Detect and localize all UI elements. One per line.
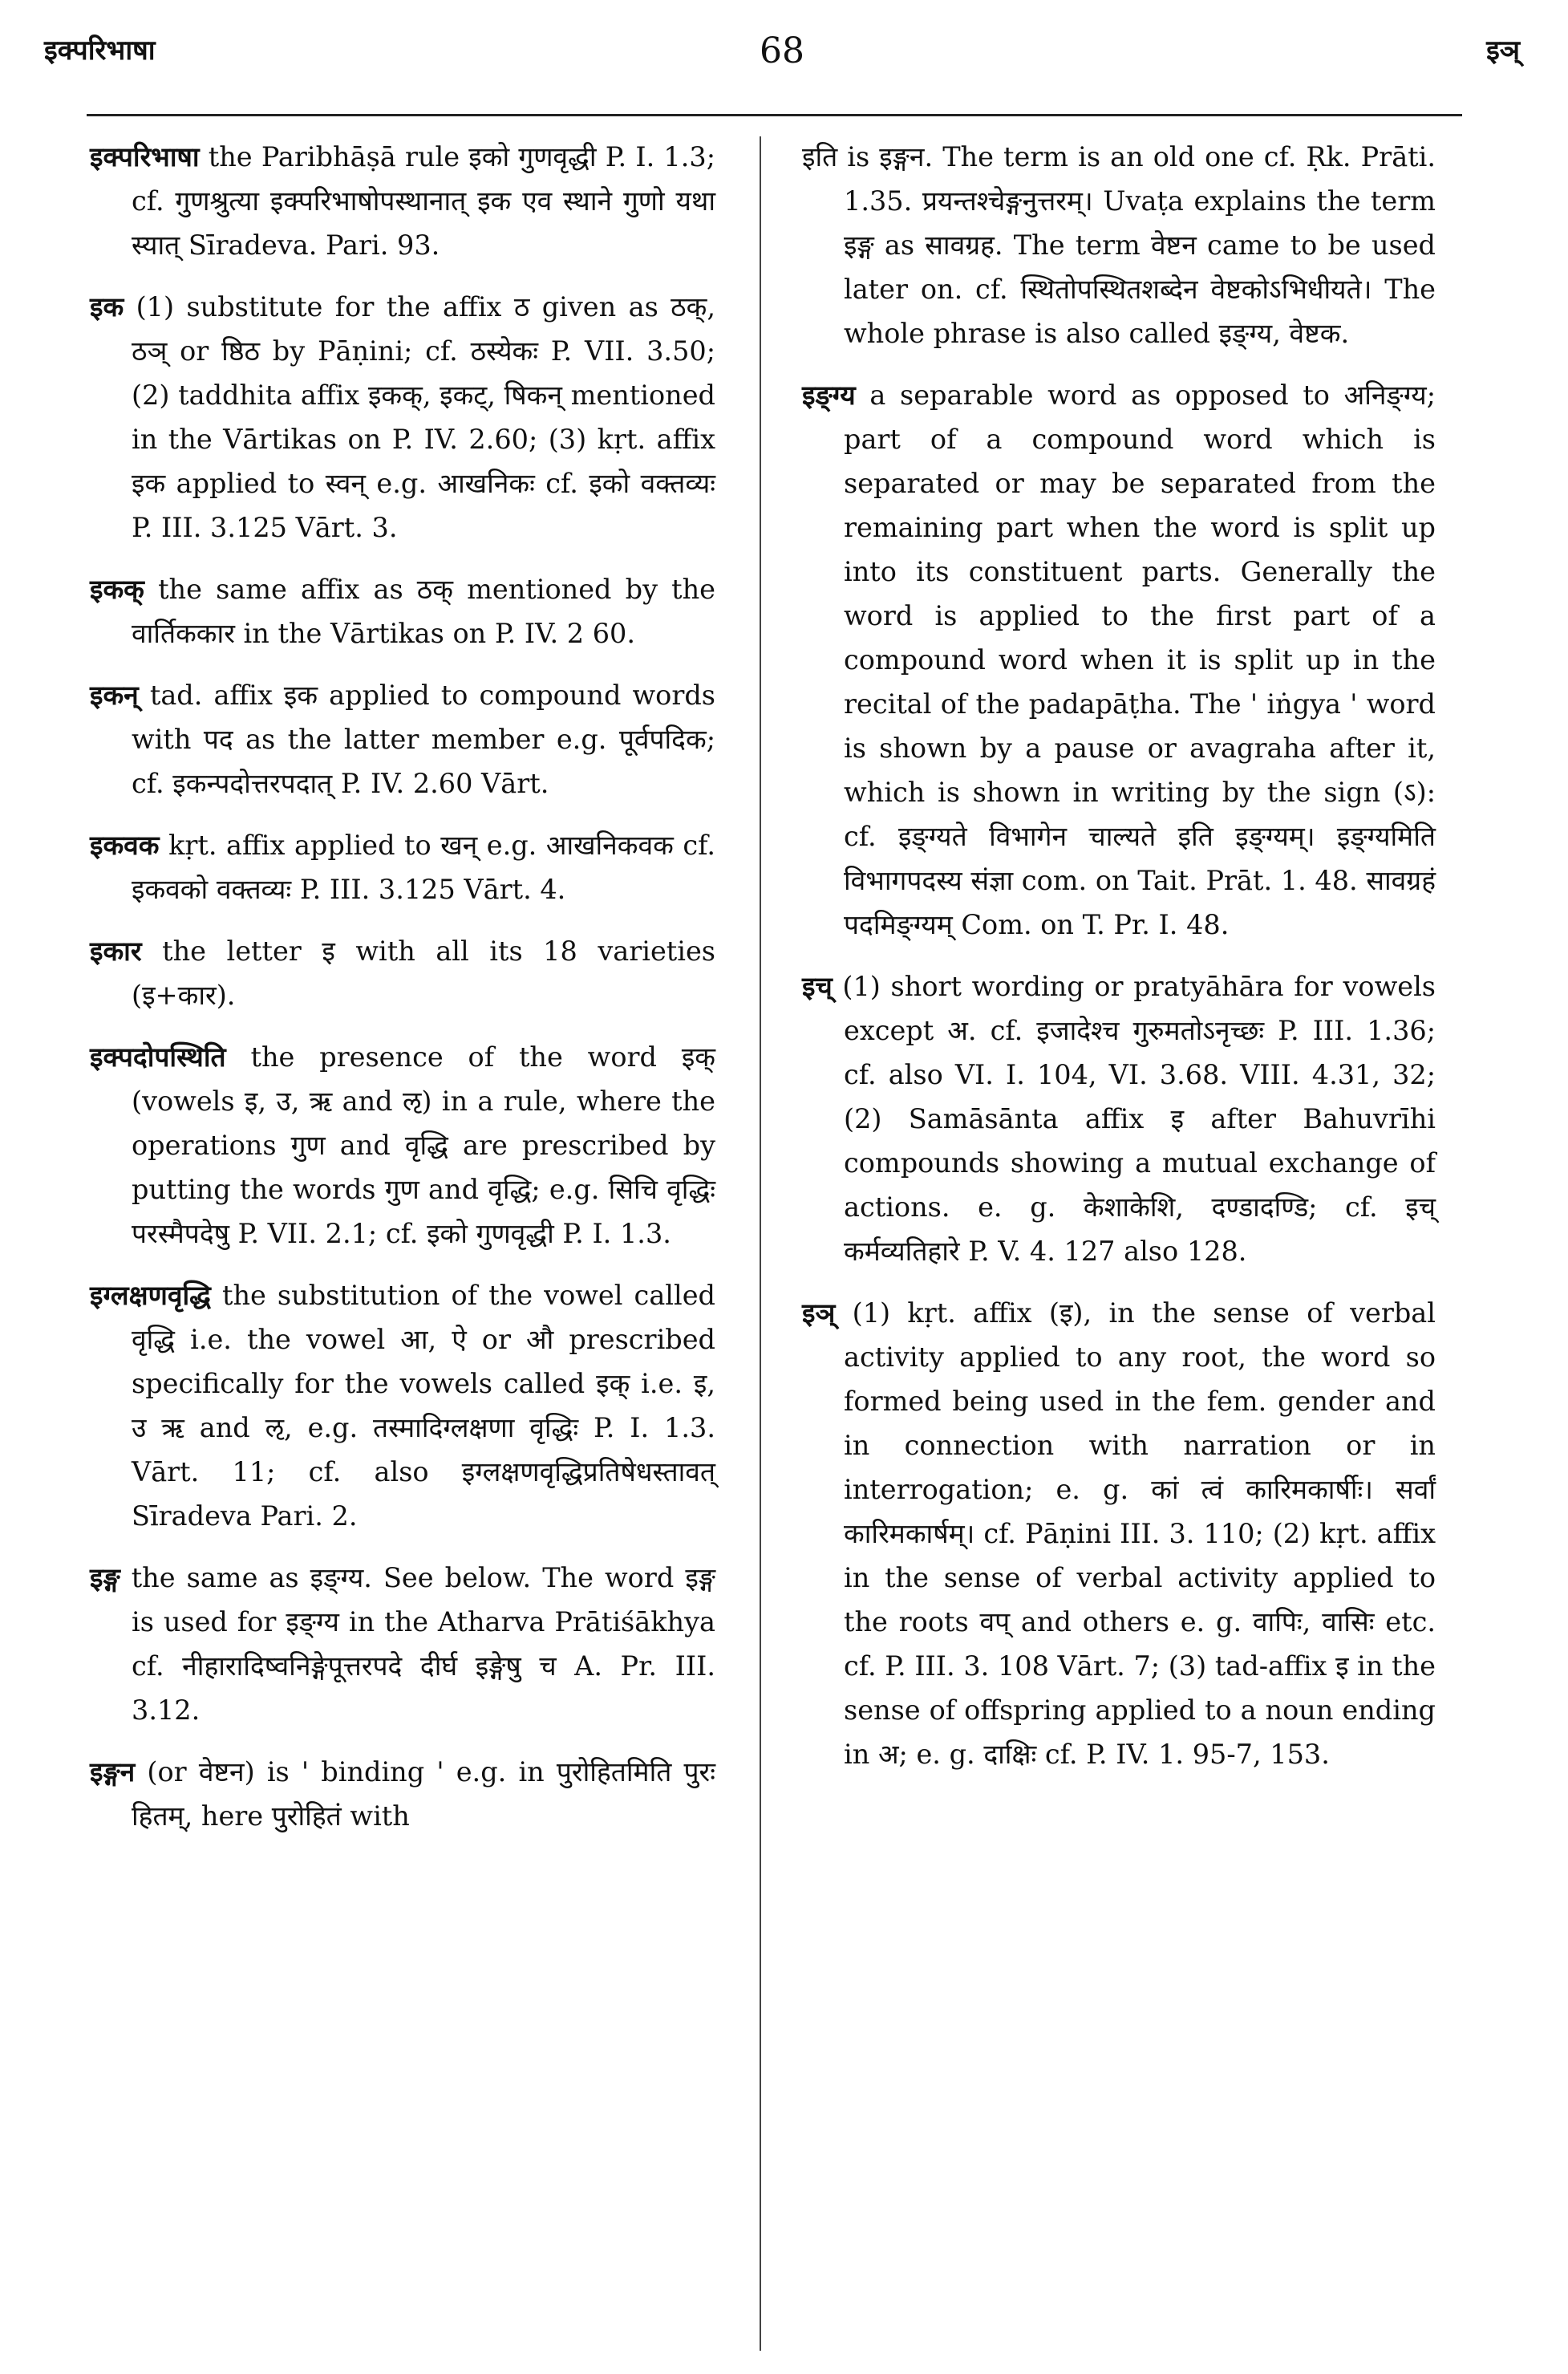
entry-headword: इग्लक्षणवृद्धि [90,1280,211,1311]
column-divider [760,136,761,2351]
entry-text: a separable word as opposed to अनिङ्ग्य; part of a compound word which is separated or may be separated from the remaining part when the word is split up into its constituent parts. Generally the word is applied to the first part of a compound word when it is split up in the recital of the padapāṭha. The ' iṅgya ' word is shown by a pause or avagraha after it, which is shown in writing by the sign (ऽ): cf. इङ्ग्यते विभागेन चाल्यते इति इङ्ग्यम्। इङ्ग्यमिति विभागपदस्य संज्ञा com. on Tait. Prāt. 1. 48. सावग्रहं पदमिङ्ग्यम् Com. on T. Pr. I. 48. [844,379,1436,940]
entry-headword: इकन् [90,680,139,711]
running-head-left: इक्परिभाषा [44,34,156,67]
entry-headword: इञ् [802,1297,836,1329]
dictionary-entry [90,567,715,655]
entry-text: (1) substitute for the affix ठ given as ठक्, ठञ् or ष्ठिठ by Pāṇini; cf. ठस्येकः P. VII. 3.50; (2) taddhita affix इकक्, इकट्, षिकन् mentioned in the Vārtikas on P. IV. 2.60; (3) kṛt. affix इक applied to स्वन् e.g. आखनिकः cf. इको वक्तव्यः P. III. 3.125 Vārt. 3. [132,291,716,543]
entry-headword: इङ्ग [90,1562,120,1593]
entry-headword: इक्पदोपस्थिति [90,1041,226,1073]
page-header [44,30,1520,79]
entry-text: the same affix as ठक् mentioned by the वार्तिककार in the Vārtikas on P. IV. 2 60. [132,574,716,649]
entry-text: (or वेष्टन) is ' binding ' e.g. in पुरोहितमिति पुरः हितम्, here पुरोहितं with [132,1756,715,1832]
right-column [802,135,1436,1794]
entry-text: the Paribhāṣā rule इको गुणवृद्धी P. I. 1.3; cf. गुणश्रुत्या इक्परिभाषोपस्थानात् इक एव स्थाने गुणो यथा स्यात् Sīradeva. Pari. 93. [132,141,715,261]
dictionary-entry [90,929,715,1017]
entry-text: the letter इ with all its 18 varieties (इ+कार). [132,935,715,1011]
dictionary-entry [90,823,715,911]
entry-text: इति is इङ्गन. The term is an old one cf. Ṛk. Prāti. 1.35. प्रयन्तश्चेङ्गनुत्तरम्। Uvaṭa explains the term इङ्ग as सावग्रह. The term वेष्टन came to be used later on. cf. स्थितोपस्थितशब्देन वेष्टकोऽभिधीयते। The whole phrase is also called इङ्ग्य, वेष्टक. [802,141,1436,349]
dictionary-entry [90,1035,715,1256]
dictionary-entry [90,1273,715,1538]
entry-headword: इक्परिभाषा [90,141,200,172]
dictionary-entry [90,1556,715,1732]
entry-text: the presence of the word इक् (vowels इ, उ, ऋ and ऌ) in a rule, where the operations गुण and वृद्धि are prescribed by putting the words गुण and वृद्धि; e.g. सिचि वृद्धिः परस्मैपदेषु P. VII. 2.1; cf. इको गुणवृद्धी P. I. 1.3. [132,1041,715,1249]
entry-headword: इङ्ग्य [802,379,856,411]
left-column [90,135,715,1856]
entry-text: tad. affix इक applied to compound words with पद as the latter member e.g. पूर्वपदिक; cf. इकन्पदोत्तरपदात् P. IV. 2.60 Vārt. [132,680,715,799]
entry-headword: इकवक [90,830,160,861]
dictionary-entry [90,673,715,806]
entry-text: the same as इङ्ग्य. See below. The word इङ्ग is used for इङ्ग्य in the Atharva Prātiśākhya cf. नीहारादिष्वनिङ्गेपूत्तरपदे दीर्घ इङ्गेषु च A. Pr. III. 3.12. [131,1562,715,1726]
entry-text: (1) kṛt. affix (इ), in the sense of verbal activity applied to any root, the word so formed being used in the fem. gender and in connection with narration or in interrogation; e. g. कां त्वं कारिमकार्षीः। सर्वां कारिमकार्षम्। cf. Pāṇini III. 3. 110; (2) kṛt. affix in the sense of verbal activity applied to the roots वप् and others e. g. वापिः, वासिः etc. cf. P. III. 3. 108 Vārt. 7; (3) tad-affix इ in the sense of offspring applied to a noun ending in अ; e. g. दाक्षिः cf. P. IV. 1. 95-7, 153. [844,1297,1436,1770]
entry-headword: इक [90,291,124,323]
entry-headword: इच् [802,971,833,1002]
dictionary-entry [90,135,715,267]
entry-headword: इङ्गन [90,1756,136,1788]
dictionary-entry [802,1291,1436,1776]
dictionary-entry [802,373,1436,947]
dictionary-entry [90,1750,715,1838]
entry-text: the substitution of the vowel called वृद्धि i.e. the vowel आ, ऐ or औ prescribed specifically for the vowels called इक् i.e. इ, उ ऋ and ऌ, e.g. तस्मादिग्लक्षणा वृद्धिः P. I. 1.3. Vārt. 11; cf. also इग्लक्षणवृद्धिप्रतिषेधस्तावत् Sīradeva Pari. 2. [132,1280,715,1532]
entry-headword: इकक् [90,574,144,605]
page-number: 68 [760,30,804,71]
entry-text: kṛt. affix applied to खन् e.g. आखनिकवक cf. इकवको वक्तव्यः P. III. 3.125 Vārt. 4. [132,830,715,905]
entry-headword: इकार [90,935,142,967]
entry-text: (1) short wording or pratyāhāra for vowels except अ. cf. इजादेश्च गुरुमतोऽनृच्छः P. III. 1.36; cf. also VI. I. 104, VI. 3.68. VIII. 4.31, 32; (2) Samāsānta affix इ after Bahuvrīhi compounds showing a mutual exchange of actions. e. g. केशाकेशि, दण्डादण्डि; cf. इच् कर्मव्यतिहारे P. V. 4. 127 also 128. [842,971,1436,1267]
header-rule [87,114,1462,116]
dictionary-entry [90,285,715,550]
dictionary-entry [802,964,1436,1273]
dictionary-entry-continued [802,135,1436,355]
running-head-right: इञ् [1486,34,1520,67]
